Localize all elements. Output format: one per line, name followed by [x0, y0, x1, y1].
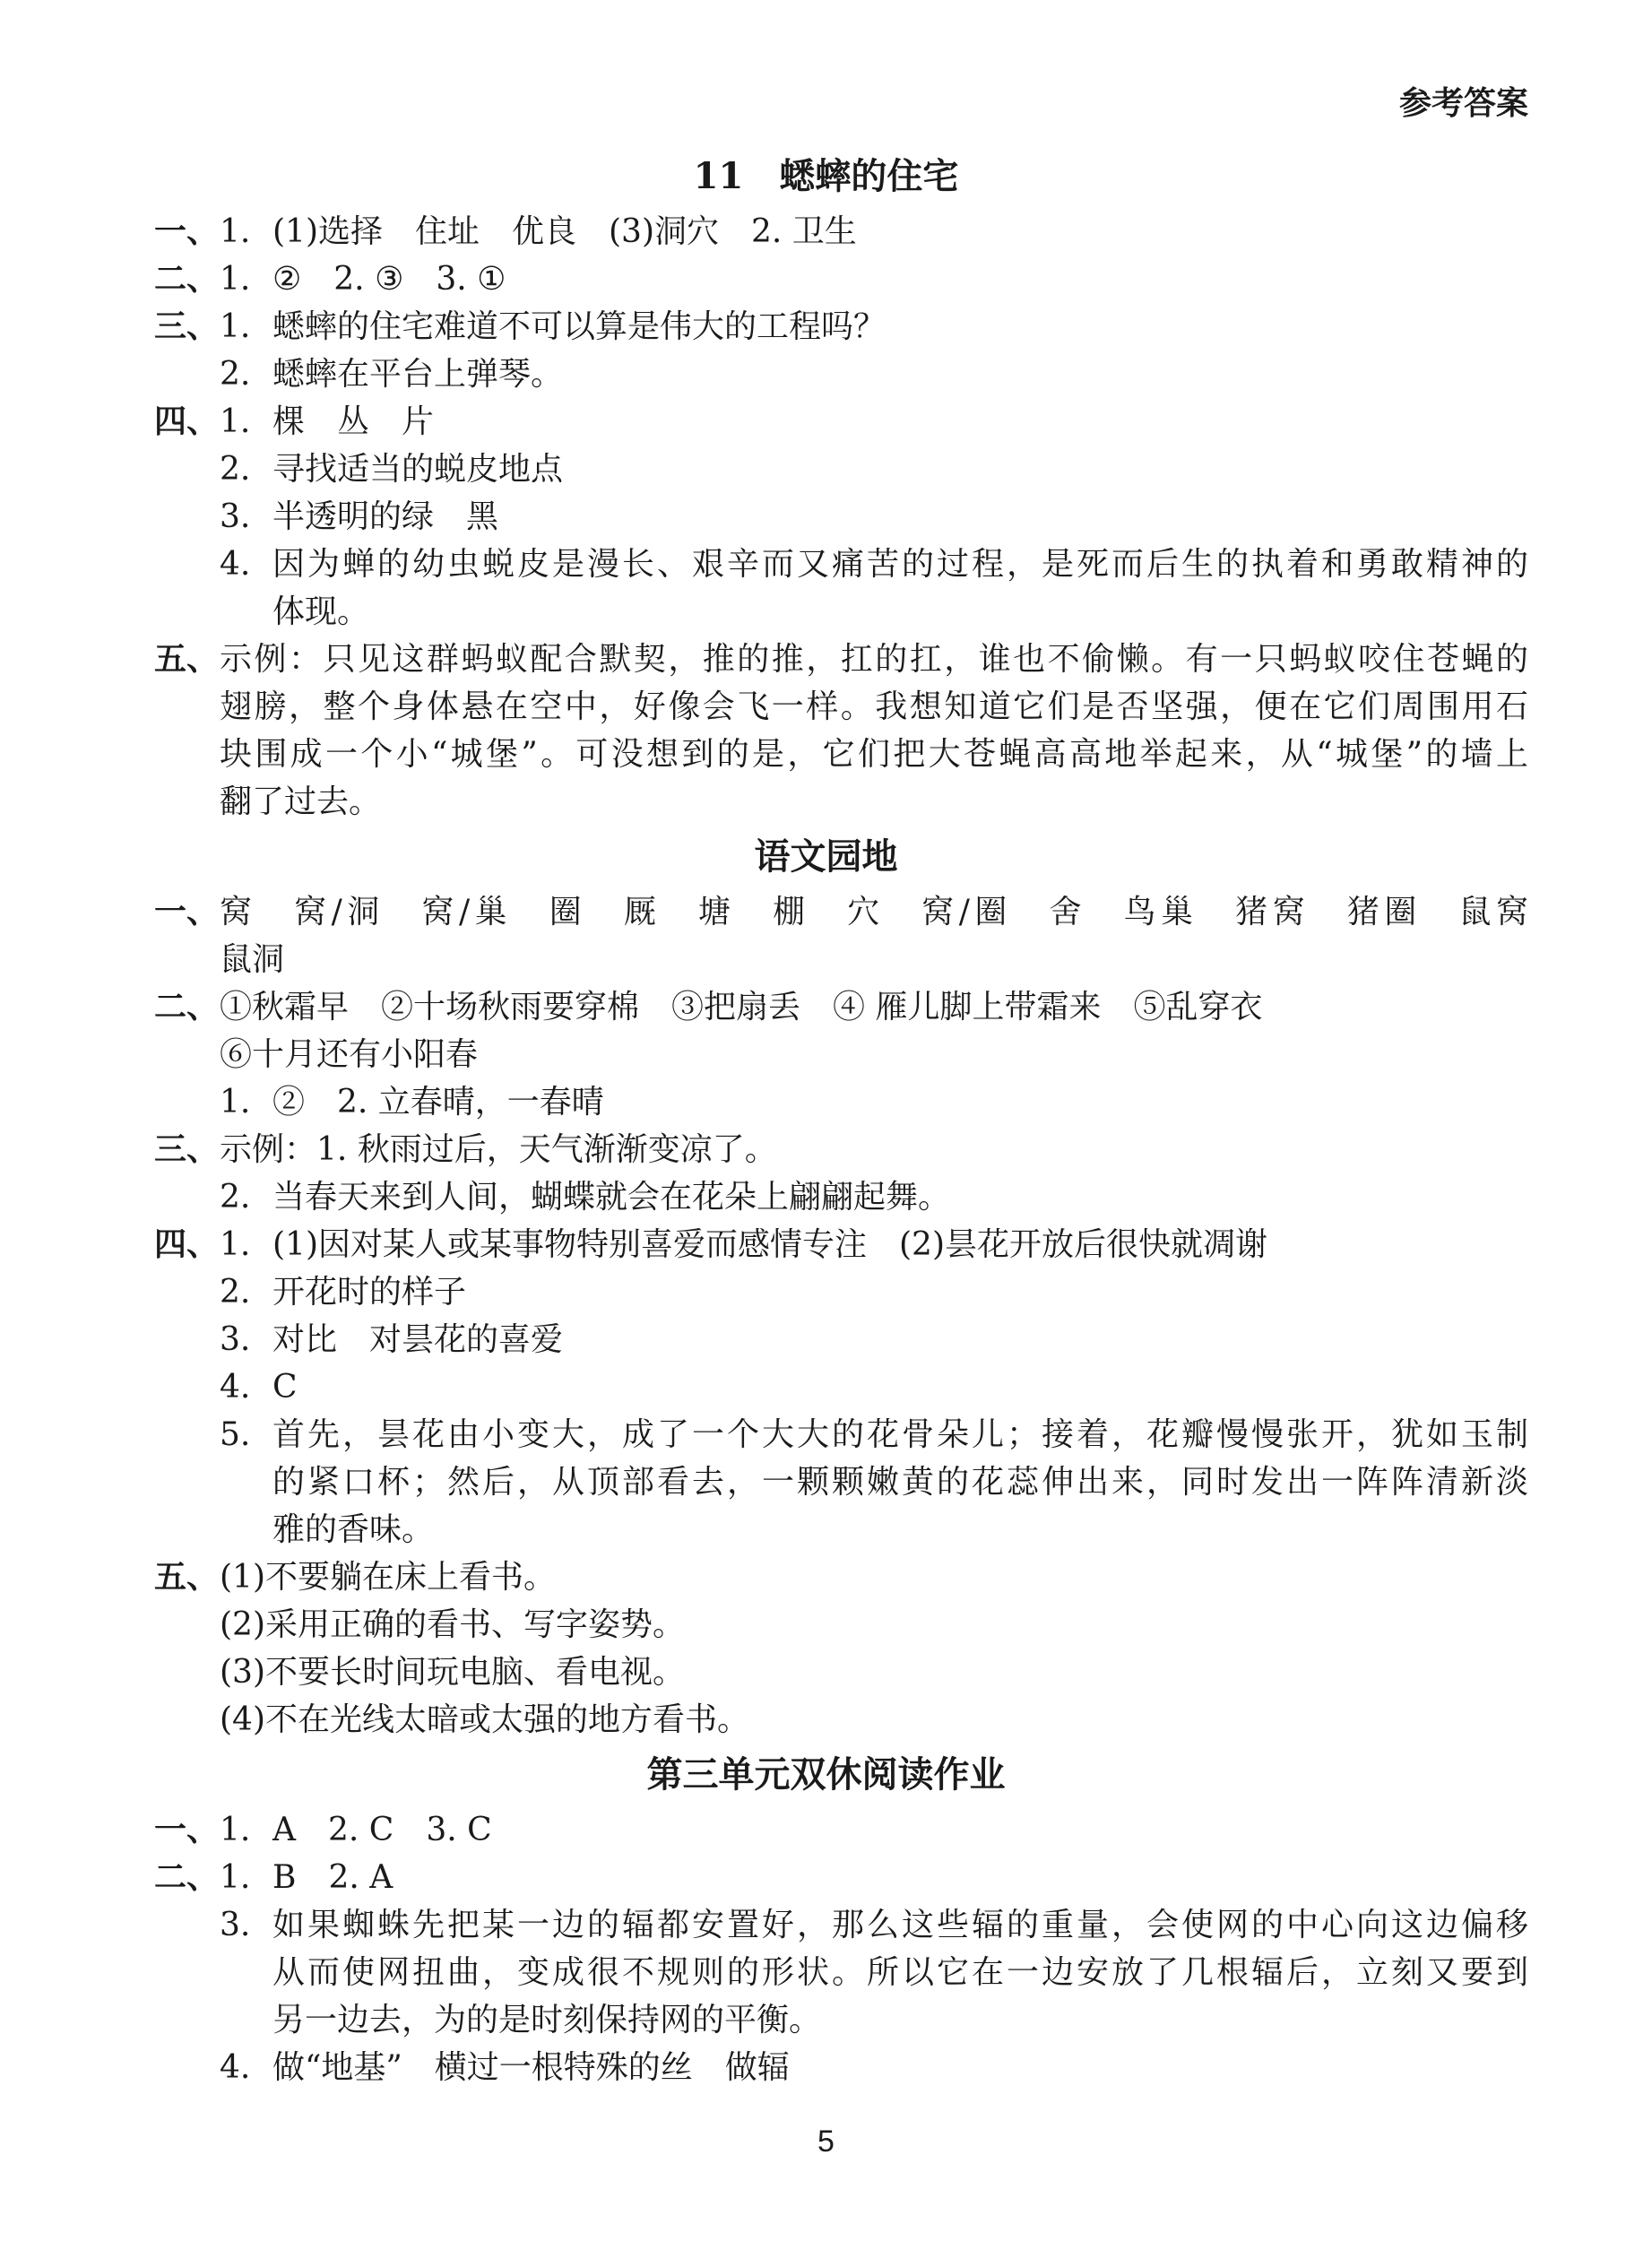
answer-text: (4)不在光线太暗或太强的地方看书。	[220, 1701, 749, 1738]
answer-line	[0, 1411, 1652, 1458]
answer-text: 开花时的样子	[272, 1274, 467, 1311]
answer-line	[0, 1901, 1652, 1949]
answer-text: 鼠洞	[220, 941, 285, 978]
answer-line	[0, 208, 1652, 255]
answer-text: 做“地基” 横过一根特殊的丝 做辐	[272, 2049, 790, 2086]
answer-line	[0, 1649, 1652, 1696]
answer-line	[0, 636, 1652, 683]
answer-line	[0, 1316, 1652, 1363]
answer-text: (1)选择 住址 优良 (3)洞穴 2. 卫生	[272, 213, 857, 250]
answer-text: 蟋蟀的住宅难道不可以算是伟大的工程吗？	[272, 308, 887, 345]
answer-line	[0, 778, 1652, 826]
question-label: 二、	[154, 988, 220, 1025]
item-number: 5.	[220, 1416, 251, 1453]
answer-text: 半透明的绿 黑	[272, 498, 499, 535]
answer-text: 寻找适当的蜕皮地点	[272, 451, 564, 488]
item-number: 3.	[220, 1907, 251, 1943]
item-number: 4.	[220, 1369, 251, 1406]
answer-text: C	[272, 1369, 298, 1406]
answer-text: B 2. A	[272, 1859, 394, 1896]
page-number: 5	[817, 2125, 835, 2159]
question-label: 一、	[154, 893, 220, 930]
answer-text: 棵 丛 片	[272, 403, 435, 440]
answer-line	[0, 1078, 1652, 1126]
question-label: 四、	[154, 402, 220, 440]
page-header: 参考答案	[1398, 84, 1528, 122]
item-number: 1.	[220, 213, 251, 250]
question-label: 三、	[154, 307, 220, 345]
answer-line	[0, 1031, 1652, 1078]
item-number: 1.	[220, 1812, 251, 1848]
answer-text: (3)不要长时间玩电脑、看电视。	[220, 1654, 685, 1691]
item-number: 3.	[220, 1321, 251, 1358]
question-label: 五、	[154, 640, 220, 678]
question-label: 二、	[154, 1858, 220, 1896]
question-label: 三、	[154, 1130, 220, 1168]
item-number: 1.	[220, 1084, 251, 1121]
item-number: 3.	[220, 498, 251, 535]
answer-content	[0, 145, 1652, 2091]
answer-text: 示例：1. 秋雨过后，天气渐渐变凉了。	[220, 1131, 777, 1168]
answer-line	[0, 1363, 1652, 1411]
answer-text: (1)因对某人或某事物特别喜爱而感情专注 (2)昙花开放后很快就凋谢	[272, 1226, 1267, 1263]
answer-text: ①秋霜早 ②十场秋雨要穿棉 ③把扇丢 ④ 雁儿脚上带霜来 ⑤乱穿衣	[220, 989, 1263, 1025]
question-label: 二、	[154, 260, 220, 298]
item-number: 2.	[220, 451, 251, 488]
answer-line	[0, 446, 1652, 493]
answer-text: 翻了过去。	[220, 783, 382, 820]
answer-text: (2)采用正确的看书、写字姿势。	[220, 1606, 685, 1643]
answer-text: 因为蝉的幼虫蜕皮是漫长、艰辛而又痛苦的过程，是死而后生的执着和勇敢精神的	[272, 546, 1528, 583]
answer-line	[0, 541, 1652, 588]
item-number: 1.	[220, 308, 251, 345]
answer-line	[0, 683, 1652, 731]
answer-text: 首先，昙花由小变大，成了一个大大的花骨朵儿；接着，花瓣慢慢张开，犹如玉制	[272, 1416, 1528, 1453]
answer-line	[0, 303, 1652, 350]
answer-line	[0, 983, 1652, 1031]
answer-line	[0, 1806, 1652, 1854]
answer-text: ② 2. 立春晴，一春晴	[272, 1084, 604, 1121]
answer-line	[0, 1458, 1652, 1506]
item-number: 4.	[220, 546, 251, 583]
answer-text: 蟋蟀在平台上弹琴。	[272, 356, 564, 393]
answer-line	[0, 2044, 1652, 2091]
answer-text: 雅的香味。	[272, 1511, 435, 1548]
answer-line	[0, 1173, 1652, 1221]
answer-line	[0, 936, 1652, 983]
question-label: 一、	[154, 212, 220, 250]
answer-line	[0, 350, 1652, 398]
answer-text: 如果蜘蛛先把某一边的辐都安置好，那么这些辐的重量，会使网的中心向这边偏移	[272, 1907, 1528, 1943]
answer-text: 的紧口杯；然后，从顶部看去，一颗颗嫩黄的花蕊伸出来，同时发出一阵阵清新淡	[272, 1464, 1528, 1501]
answer-text: 块围成一个小“城堡”。可没想到的是，它们把大苍蝇高高地举起来，从“城堡”的墙上	[220, 736, 1528, 773]
answer-line	[0, 1601, 1652, 1649]
answer-text: 翅膀，整个身体悬在空中，好像会飞一样。我想知道它们是否坚强，便在它们周围用石	[220, 688, 1528, 725]
answer-line	[0, 493, 1652, 541]
answer-text: 从而使网扭曲，变成很不规则的形状。所以它在一边安放了几根辐后，立刻又要到	[272, 1954, 1528, 1991]
item-number: 4.	[220, 2049, 251, 2086]
answer-text: ⑥十月还有小阳春	[220, 1036, 479, 1073]
answer-line	[0, 588, 1652, 636]
answer-line	[0, 888, 1652, 936]
answer-line	[0, 1854, 1652, 1901]
item-number: 1.	[220, 261, 251, 298]
answer-text: 示例：只见这群蚂蚁配合默契，推的推，扛的扛，谁也不偷懒。有一只蚂蚁咬住苍蝇的	[220, 641, 1528, 678]
answer-text: 体现。	[272, 593, 370, 630]
item-number: 2.	[220, 1274, 251, 1311]
answer-line	[0, 1221, 1652, 1268]
section-title: 语文园地	[754, 835, 898, 878]
answer-text: 对比 对昙花的喜爱	[272, 1321, 564, 1358]
answer-text: 另一边去，为的是时刻保持网的平衡。	[272, 2002, 822, 2038]
section-title: 11 蟋蟀的住宅	[693, 155, 959, 197]
answer-line	[0, 1696, 1652, 1744]
answer-line	[0, 1268, 1652, 1316]
item-number: 2.	[220, 1179, 251, 1216]
section-title: 第三单元双休阅读作业	[646, 1753, 1006, 1796]
item-number: 1.	[220, 403, 251, 440]
answer-text: 窝 窝/洞 窝/巢 圈 厩 塘 棚 穴 窝/圈 舍 鸟巢 猪窝 猪圈 鼠窝	[220, 894, 1528, 930]
item-number: 1.	[220, 1226, 251, 1263]
question-label: 一、	[154, 1811, 220, 1848]
answer-line	[0, 1949, 1652, 1996]
answer-line	[0, 1126, 1652, 1173]
item-number: 2.	[220, 356, 251, 393]
item-number: 1.	[220, 1859, 251, 1896]
answer-line	[0, 1506, 1652, 1553]
answer-line	[0, 1553, 1652, 1601]
question-label: 五、	[154, 1558, 220, 1596]
answer-line	[0, 1996, 1652, 2044]
answer-line	[0, 255, 1652, 303]
answer-text: (1)不要躺在床上看书。	[220, 1559, 556, 1596]
answer-line	[0, 398, 1652, 446]
answer-line	[0, 731, 1652, 778]
answer-text: A 2. C 3. C	[272, 1812, 492, 1848]
question-label: 四、	[154, 1225, 220, 1263]
answer-text: ② 2. ③ 3. ①	[272, 261, 506, 298]
answer-text: 当春天来到人间，蝴蝶就会在花朵上翩翩起舞。	[272, 1179, 951, 1216]
